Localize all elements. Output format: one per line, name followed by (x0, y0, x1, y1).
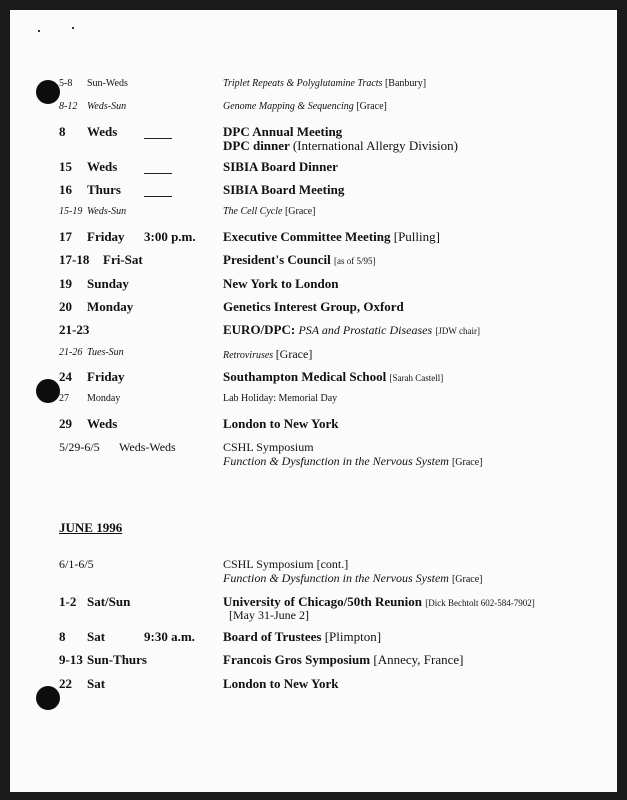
event-title: University of Chicago/50th Reunion (223, 594, 422, 609)
day: Weds (87, 124, 118, 139)
event-title: Executive Committee Meeting (223, 229, 391, 244)
blank-time-line (144, 196, 172, 197)
schedule-row (10, 629, 617, 647)
date: 19 (59, 276, 72, 291)
schedule-row (10, 252, 617, 270)
day: Thurs (87, 182, 121, 197)
date: 9-13 (59, 652, 83, 667)
event-note: [Plimpton] (324, 629, 382, 644)
event (223, 652, 463, 668)
day: Sat (87, 676, 106, 691)
event-note: [Grace] (451, 457, 483, 468)
time: 3:00 p.m. (144, 229, 196, 244)
blank-time-line (144, 173, 172, 174)
event-title: CSHL Symposium (223, 557, 314, 571)
date: 22 (59, 676, 72, 691)
event-note: [Banbury] (384, 78, 427, 89)
day: Sat (87, 629, 106, 644)
event: Genetics Interest Group, Oxford (223, 299, 404, 314)
schedule-row (10, 369, 617, 387)
schedule-row (10, 206, 617, 224)
date: 21-26 (59, 347, 83, 358)
event-note: [Grace] (356, 101, 387, 112)
day: Fri-Sat (103, 252, 143, 267)
day: Sun-Weds (87, 78, 128, 89)
event: London to New York (223, 416, 339, 431)
schedule-row (10, 557, 617, 587)
day: Weds (87, 416, 118, 431)
event-title: Genome Mapping & Sequencing (223, 101, 354, 112)
event-note: [Sarah Castell] (389, 373, 444, 383)
day: Monday (87, 299, 134, 314)
schedule-row (10, 78, 617, 96)
event-title: DPC dinner (223, 138, 290, 153)
event-note: [Grace] (275, 347, 313, 361)
event: Lab Holiday: Memorial Day (223, 393, 338, 404)
event (223, 347, 312, 362)
date: 15-19 (59, 206, 83, 217)
month-heading: JUNE 1996 (59, 520, 123, 535)
event-subtitle: Function & Dysfunction in the Nervous System (223, 454, 449, 468)
event-note: [Dick Bechtolt 602-584-7902] (425, 598, 535, 608)
event: SIBIA Board Dinner (223, 159, 338, 174)
date: 17 (59, 229, 72, 244)
date: 20 (59, 299, 72, 314)
event (223, 229, 440, 245)
time: 9:30 a.m. (144, 629, 195, 644)
date: 5/29-6/5 (59, 440, 100, 454)
event-title: Retroviruses (223, 350, 274, 361)
speck-mark (72, 27, 74, 29)
day: Weds (87, 159, 118, 174)
schedule-row (10, 347, 617, 365)
event: New York to London (223, 276, 339, 291)
event (223, 557, 348, 572)
event-note: [Annecy, France] (373, 652, 464, 667)
date: 6/1-6/5 (59, 557, 94, 571)
event-line-2 (223, 138, 458, 154)
event (223, 369, 443, 385)
day: Sunday (87, 276, 129, 291)
event-title: President's Council (223, 252, 331, 267)
day: Weds-Weds (119, 440, 176, 454)
event (223, 206, 315, 217)
event (223, 252, 376, 268)
date: 8-12 (59, 101, 78, 112)
event-title: Francois Gros Symposium (223, 652, 371, 667)
day: Monday (87, 393, 121, 404)
date: 16 (59, 182, 72, 197)
event: DPC Annual Meeting (223, 124, 343, 139)
day: Weds-Sun (87, 206, 127, 217)
date: 29 (59, 416, 72, 431)
event-line-2 (223, 571, 483, 586)
event (223, 78, 426, 89)
event: SIBIA Board Meeting (223, 182, 345, 197)
schedule-row (10, 652, 617, 670)
event-note: [Pulling] (393, 229, 440, 244)
event-note: [Grace] (284, 206, 316, 217)
schedule-row (10, 276, 617, 294)
schedule-row (10, 676, 617, 694)
schedule-row (10, 182, 617, 200)
event: CSHL Symposium (223, 440, 314, 454)
document-page (10, 10, 617, 792)
date: 1-2 (59, 594, 77, 609)
schedule-row (10, 322, 617, 340)
event-title: The Cell Cycle (223, 206, 283, 217)
date: 15 (59, 159, 72, 174)
day: Sun-Thurs (87, 652, 147, 667)
date: 24 (59, 369, 72, 384)
date: 21-23 (59, 322, 90, 337)
event-note: [JDW chair] (435, 326, 480, 336)
event-title: EURO/DPC: (223, 322, 296, 337)
event (223, 101, 387, 112)
event (223, 629, 381, 645)
blank-time-line (144, 138, 172, 139)
event-title: Board of Trustees (223, 629, 322, 644)
speck-mark (38, 30, 40, 32)
day: Tues-Sun (87, 347, 124, 358)
date: 17-18 (59, 252, 90, 267)
event-note: (International Allergy Division) (292, 138, 458, 153)
event-note: [as of 5/95] (334, 256, 376, 266)
schedule-row (10, 594, 617, 624)
event (223, 322, 480, 338)
event: London to New York (223, 676, 339, 691)
schedule-row (10, 416, 617, 434)
event-title: Southampton Medical School (223, 369, 387, 384)
schedule-row (10, 101, 617, 119)
event-line-2: [May 31-June 2] (229, 608, 309, 622)
event-subtitle: PSA and Prostatic Diseases (298, 323, 433, 337)
date: 5-8 (59, 78, 73, 89)
schedule-row (10, 159, 617, 177)
date: 8 (59, 124, 66, 139)
date: 8 (59, 629, 66, 644)
schedule-row (10, 440, 617, 470)
date: 27 (59, 393, 69, 404)
event-line-2 (223, 454, 483, 469)
schedule-row (10, 299, 617, 317)
day: Weds-Sun (87, 101, 127, 112)
event-title: Triplet Repeats & Polyglutamine Tracts (223, 78, 383, 89)
schedule-row (10, 124, 617, 154)
schedule-row (10, 229, 617, 247)
event-subtitle: Function & Dysfunction in the Nervous System (223, 571, 449, 585)
day: Friday (87, 369, 125, 384)
event-note: [cont.] (316, 557, 349, 571)
event-note: [Grace] (451, 574, 483, 585)
day: Sat/Sun (87, 594, 131, 609)
day: Friday (87, 229, 125, 244)
schedule-row (10, 393, 617, 411)
